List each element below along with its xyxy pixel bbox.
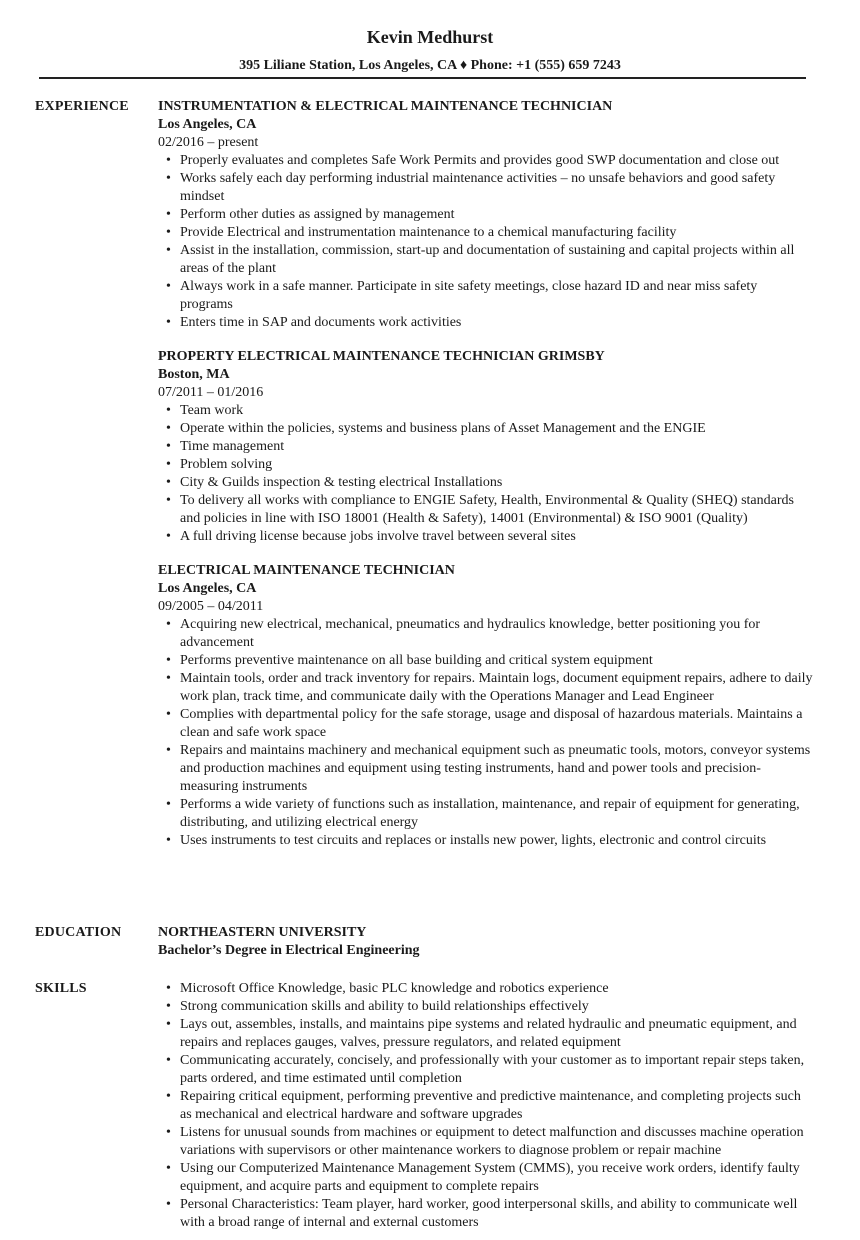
list-item: • City & Guilds inspection & testing electrical Installations xyxy=(180,474,813,492)
list-item: • Using our Computerized Maintenance Management System (CMMS), you receive work orders, identify faulty equipment, and acquire parts and equipment to complete repairs xyxy=(180,1160,813,1196)
list-item: • Assist in the installation, commission, start-up and documentation of sustaining and capital projects within all areas of the plant xyxy=(180,242,813,278)
job-entry xyxy=(158,562,813,850)
list-item: • Lays out, assembles, installs, and maintains pipe systems and related hydraulic and pneumatic equipment, and repairs and replaces gauges, valves, pressure regulators, and related equipment xyxy=(180,1016,813,1052)
list-item: • Listens for unusual sounds from machines or equipment to detect malfunction and discusses machine operation variations with supervisors or other maintenance workers to diagnose problem or repair machine xyxy=(180,1124,813,1160)
list-item: • Properly evaluates and completes Safe Work Permits and provides good SWP documentation and close out xyxy=(180,152,813,170)
degree-name: Bachelor’s Degree in Electrical Engineering xyxy=(158,943,420,958)
job-bullets xyxy=(158,616,813,850)
job-entry xyxy=(158,348,813,546)
list-item: • Operate within the policies, systems and business plans of Asset Management and the ENGIE xyxy=(180,420,813,438)
job-bullets xyxy=(158,402,813,546)
job-dates: 09/2005 – 04/2011 xyxy=(158,599,264,614)
job-title: ELECTRICAL MAINTENANCE TECHNICIAN xyxy=(158,563,455,578)
candidate-name: Kevin Medhurst xyxy=(366,27,494,47)
list-item: • Always work in a safe manner. Participate in site safety meetings, close hazard ID and near miss safety programs xyxy=(180,278,813,314)
skills-body xyxy=(158,980,813,1232)
experience-heading: EXPERIENCE xyxy=(35,99,129,114)
list-item: • Repairing critical equipment, performing preventive and predictive maintenance, and completing projects such as mechanical and electrical hardware and software upgrades xyxy=(180,1088,813,1124)
list-item: • Repairs and maintains machinery and mechanical equipment such as pneumatic tools, motors, conveyor systems and production machines and equipment using testing instruments, hand and power tools and precision-measuring instruments xyxy=(180,742,813,796)
list-item: • A full driving license because jobs involve travel between several sites xyxy=(180,528,813,546)
list-item: • Uses instruments to test circuits and replaces or installs new power, lights, electronic and control circuits xyxy=(180,832,813,850)
list-item: • Provide Electrical and instrumentation maintenance to a chemical manufacturing facility xyxy=(180,224,813,242)
list-item: • Maintain tools, order and track inventory for repairs. Maintain logs, document equipment repairs, adhere to daily work plan, track time, and communicate daily with the Operations Manager and Lead Engineer xyxy=(180,670,813,706)
experience-body xyxy=(158,98,813,866)
list-item: • Works safely each day performing industrial maintenance activities – no unsafe behaviors and good safety mindset xyxy=(180,170,813,206)
education-body xyxy=(158,924,813,960)
contact-line: 395 Liliane Station, Los Angeles, CA ♦ Phone: +1 (555) 659 7243 xyxy=(239,58,621,73)
job-dates: 07/2011 – 01/2016 xyxy=(158,385,264,400)
list-item: • Performs preventive maintenance on all base building and critical system equipment xyxy=(180,652,813,670)
list-item: • Enters time in SAP and documents work activities xyxy=(180,314,813,332)
list-item: • Team work xyxy=(180,402,813,420)
job-title: PROPERTY ELECTRICAL MAINTENANCE TECHNICIAN GRIMSBY xyxy=(158,349,605,364)
job-location: Los Angeles, CA xyxy=(158,117,257,132)
list-item: • Acquiring new electrical, mechanical, pneumatics and hydraulics knowledge, better positioning you for advancement xyxy=(180,616,813,652)
resume-header xyxy=(0,26,860,75)
list-item: • Personal Characteristics: Team player, hard worker, good interpersonal skills, and ability to communicate well with a broad range of internal and external customers xyxy=(180,1196,813,1232)
list-item: • Time management xyxy=(180,438,813,456)
job-entry xyxy=(158,98,813,332)
skills-heading: SKILLS xyxy=(35,981,87,996)
job-location: Boston, MA xyxy=(158,367,230,382)
job-title: INSTRUMENTATION & ELECTRICAL MAINTENANCE TECHNICIAN xyxy=(158,99,613,114)
job-dates: 02/2016 – present xyxy=(158,135,259,150)
header-divider xyxy=(39,77,806,79)
list-item: • Complies with departmental policy for the safe storage, usage and disposal of hazardous materials. Maintains a clean and safe work space xyxy=(180,706,813,742)
list-item: • Problem solving xyxy=(180,456,813,474)
list-item: • Communicating accurately, concisely, and professionally with your customer as to important repair steps taken, parts ordered, and time estimated until completion xyxy=(180,1052,813,1088)
education-heading: EDUCATION xyxy=(35,925,122,940)
job-location: Los Angeles, CA xyxy=(158,581,257,596)
school-name: NORTHEASTERN UNIVERSITY xyxy=(158,925,367,940)
list-item: • Microsoft Office Knowledge, basic PLC knowledge and robotics experience xyxy=(180,980,813,998)
skills-list xyxy=(158,980,813,1232)
list-item: • Perform other duties as assigned by management xyxy=(180,206,813,224)
list-item: • Performs a wide variety of functions such as installation, maintenance, and repair of equipment for generating, distributing, and utilizing electrical energy xyxy=(180,796,813,832)
job-bullets xyxy=(158,152,813,332)
list-item: • To delivery all works with compliance to ENGIE Safety, Health, Environmental & Quality (SHEQ) standards and policies in line with ISO 18001 (Health & Safety), 14001 (Environmental) & ISO 9001 (Quality) xyxy=(180,492,813,528)
list-item: • Strong communication skills and ability to build relationships effectively xyxy=(180,998,813,1016)
